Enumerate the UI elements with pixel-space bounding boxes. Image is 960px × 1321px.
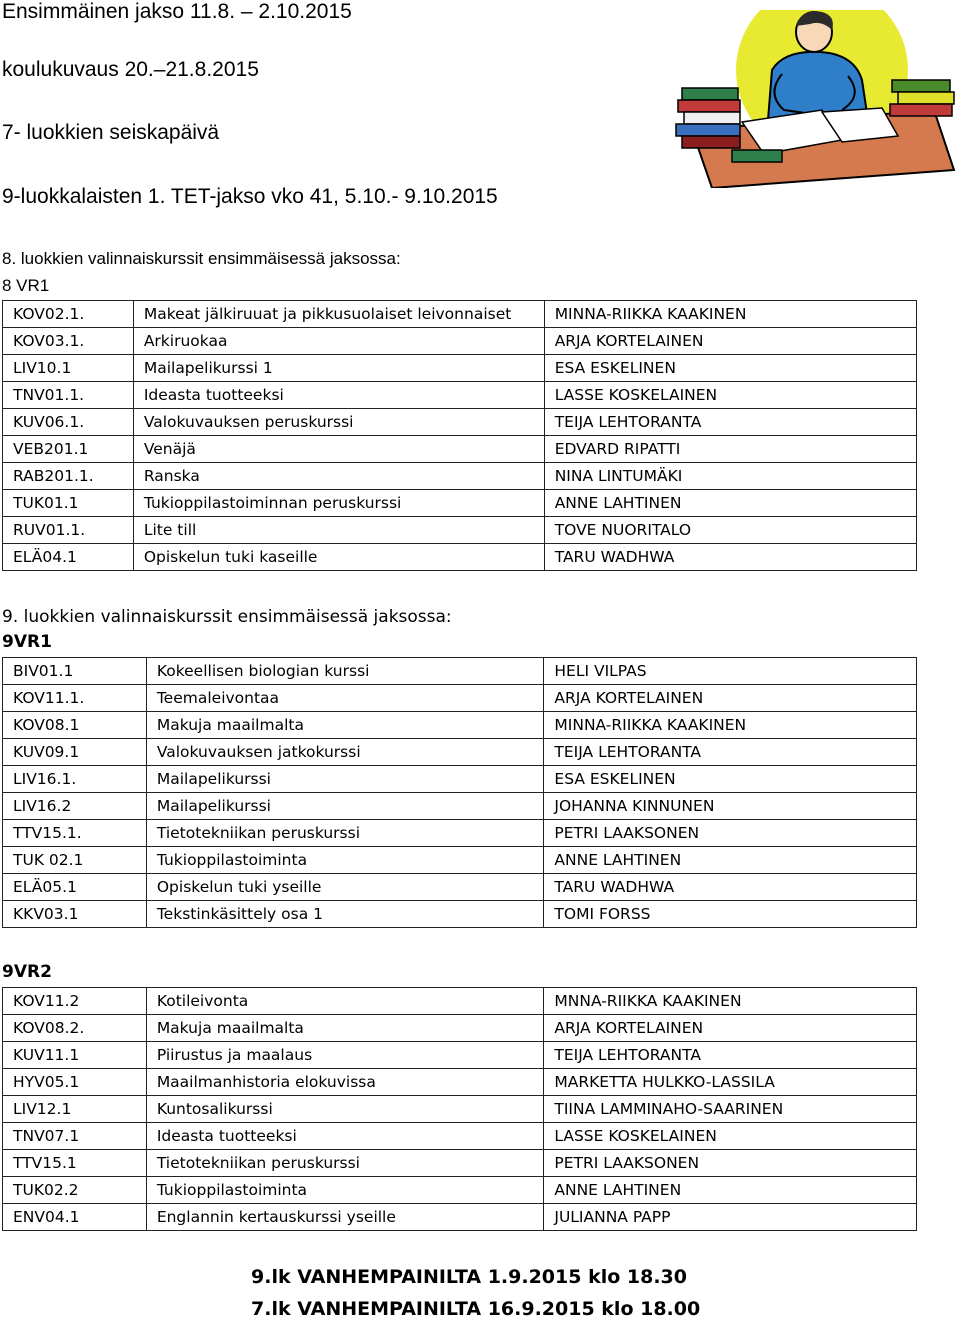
course-name-cell: Tietotekniikan peruskurssi — [146, 820, 544, 847]
section9-table-2 — [2, 987, 917, 1231]
course-name-cell: Venäjä — [133, 436, 544, 463]
course-name-cell: Tukioppilastoiminta — [146, 847, 544, 874]
course-name-cell: Piirustus ja maalaus — [146, 1042, 544, 1069]
course-name-cell: Tukioppilastoiminnan peruskurssi — [133, 490, 544, 517]
table-row — [3, 1177, 917, 1204]
table-row — [3, 409, 917, 436]
course-name-cell: Tietotekniikan peruskurssi — [146, 1150, 544, 1177]
course-name-cell: Teemaleivontaa — [146, 685, 544, 712]
course-code-cell: RAB201.1. — [3, 463, 134, 490]
footer-line-1: 9.lk VANHEMPAINILTA 1.9.2015 klo 18.30 — [251, 1266, 687, 1288]
course-code-cell: KUV09.1 — [3, 739, 147, 766]
course-code-cell: KOV11.2 — [3, 988, 147, 1015]
course-code-cell: KOV08.1 — [3, 712, 147, 739]
section9-table-1-body — [3, 658, 917, 928]
teacher-cell: TEIJA LEHTORANTA — [544, 1042, 917, 1069]
course-name-cell: Tukioppilastoiminta — [146, 1177, 544, 1204]
course-code-cell: TTV15.1. — [3, 820, 147, 847]
teacher-cell: ANNE LAHTINEN — [544, 490, 916, 517]
course-name-cell: Ideasta tuotteeksi — [146, 1123, 544, 1150]
teacher-cell: MARKETTA HULKKO-LASSILA — [544, 1069, 917, 1096]
book-white — [684, 112, 740, 124]
course-code-cell: BIV01.1 — [3, 658, 147, 685]
table-row — [3, 793, 917, 820]
course-code-cell: KOV11.1. — [3, 685, 147, 712]
course-name-cell: Valokuvauksen jatkokurssi — [146, 739, 544, 766]
course-code-cell: HYV05.1 — [3, 1069, 147, 1096]
course-name-cell: Opiskelun tuki yseille — [146, 874, 544, 901]
table-row — [3, 712, 917, 739]
course-code-cell: VEB201.1 — [3, 436, 134, 463]
course-name-cell: Englannin kertauskurssi yseille — [146, 1204, 544, 1231]
section8-group-label: 8 VR1 — [2, 276, 50, 295]
footer-line-2: 7.lk VANHEMPAINILTA 16.9.2015 klo 18.00 — [251, 1298, 701, 1320]
course-code-cell: LIV10.1 — [3, 355, 134, 382]
course-name-cell: Mailapelikurssi — [146, 793, 544, 820]
teacher-cell: TOVE NUORITALO — [544, 517, 916, 544]
teacher-cell: HELI VILPAS — [544, 658, 917, 685]
course-code-cell: KKV03.1 — [3, 901, 147, 928]
section9-group1-label: 9VR1 — [2, 632, 52, 652]
course-code-cell: LIV12.1 — [3, 1096, 147, 1123]
teacher-cell: JULIANNA PAPP — [544, 1204, 917, 1231]
course-code-cell: KUV06.1. — [3, 409, 134, 436]
teacher-cell: PETRI LAAKSONEN — [544, 820, 917, 847]
table-row — [3, 901, 917, 928]
table-row — [3, 658, 917, 685]
table-row — [3, 847, 917, 874]
teacher-cell: ARJA KORTELAINEN — [544, 685, 917, 712]
course-name-cell: Arkiruokaa — [133, 328, 544, 355]
book-right-yellow — [898, 92, 954, 104]
section9-table-2-body — [3, 988, 917, 1231]
course-name-cell: Makuja maailmalta — [146, 1015, 544, 1042]
header-line-2: koulukuvaus 20.–21.8.2015 — [2, 58, 259, 81]
teacher-cell: TEIJA LEHTORANTA — [544, 409, 916, 436]
teacher-cell: NINA LINTUMÄKI — [544, 463, 916, 490]
teacher-cell: TOMI FORSS — [544, 901, 917, 928]
course-code-cell: ENV04.1 — [3, 1204, 147, 1231]
course-name-cell: Kuntosalikurssi — [146, 1096, 544, 1123]
book-red — [678, 100, 740, 112]
course-code-cell: TUK02.2 — [3, 1177, 147, 1204]
book-darkred — [682, 136, 740, 148]
book-blue — [676, 124, 740, 136]
section9-group2-label: 9VR2 — [2, 962, 52, 982]
teacher-cell: EDVARD RIPATTI — [544, 436, 916, 463]
course-code-cell: LIV16.2 — [3, 793, 147, 820]
teacher-cell: TEIJA LEHTORANTA — [544, 739, 917, 766]
teacher-cell: MNNA-RIIKKA KAAKINEN — [544, 988, 917, 1015]
course-name-cell: Makuja maailmalta — [146, 712, 544, 739]
course-code-cell: KOV03.1. — [3, 328, 134, 355]
table-row — [3, 1069, 917, 1096]
course-name-cell: Mailapelikurssi 1 — [133, 355, 544, 382]
section8-title: 8. luokkien valinnaiskurssit ensimmäisessä jaksossa: — [2, 249, 401, 268]
teacher-cell: LASSE KOSKELAINEN — [544, 1123, 917, 1150]
course-name-cell: Kokeellisen biologian kurssi — [146, 658, 544, 685]
table-row — [3, 355, 917, 382]
table-row — [3, 1204, 917, 1231]
teacher-cell: TIINA LAMMINAHO-SAARINEN — [544, 1096, 917, 1123]
course-name-cell: Lite till — [133, 517, 544, 544]
course-code-cell: KOV02.1. — [3, 301, 134, 328]
book-front — [732, 150, 782, 162]
table-row — [3, 328, 917, 355]
table-row — [3, 490, 917, 517]
course-code-cell: TUK 02.1 — [3, 847, 147, 874]
table-row — [3, 463, 917, 490]
teacher-cell: ARJA KORTELAINEN — [544, 1015, 917, 1042]
header-line-3: 7- luokkien seiskapäivä — [2, 121, 220, 144]
header-line-4: 9-luokkalaisten 1. TET-jakso vko 41, 5.10.- 9.10.2015 — [2, 185, 498, 208]
course-name-cell: Ideasta tuotteeksi — [133, 382, 544, 409]
table-row — [3, 874, 917, 901]
table-row — [3, 820, 917, 847]
course-name-cell: Makeat jälkiruuat ja pikkusuolaiset leivonnaiset — [133, 301, 544, 328]
teacher-cell: TARU WADHWA — [544, 544, 916, 571]
course-code-cell: ELÄ05.1 — [3, 874, 147, 901]
student-studying-icon — [672, 10, 960, 188]
section9-title: 9. luokkien valinnaiskurssit ensimmäisessä jaksossa: — [2, 607, 452, 627]
course-code-cell: RUV01.1. — [3, 517, 134, 544]
teacher-cell: ESA ESKELINEN — [544, 355, 916, 382]
header-line-1: Ensimmäinen jakso 11.8. – 2.10.2015 — [2, 0, 352, 23]
course-name-cell: Mailapelikurssi — [146, 766, 544, 793]
course-name-cell: Maailmanhistoria elokuvissa — [146, 1069, 544, 1096]
teacher-cell: ANNE LAHTINEN — [544, 1177, 917, 1204]
teacher-cell: MINNA-RIIKKA KAAKINEN — [544, 712, 917, 739]
course-code-cell: KOV08.2. — [3, 1015, 147, 1042]
course-code-cell: ELÄ04.1 — [3, 544, 134, 571]
teacher-cell: LASSE KOSKELAINEN — [544, 382, 916, 409]
book-green — [682, 88, 738, 100]
table-row — [3, 1096, 917, 1123]
table-row — [3, 1015, 917, 1042]
course-name-cell: Valokuvauksen peruskurssi — [133, 409, 544, 436]
table-row — [3, 739, 917, 766]
table-row — [3, 1042, 917, 1069]
teacher-cell: PETRI LAAKSONEN — [544, 1150, 917, 1177]
teacher-cell: ESA ESKELINEN — [544, 766, 917, 793]
table-row — [3, 517, 917, 544]
section8-table — [2, 300, 917, 571]
course-name-cell: Tekstinkäsittely osa 1 — [146, 901, 544, 928]
table-row — [3, 988, 917, 1015]
course-name-cell: Ranska — [133, 463, 544, 490]
section8-table-body — [3, 301, 917, 571]
table-row — [3, 1123, 917, 1150]
course-name-cell: Kotileivonta — [146, 988, 544, 1015]
table-row — [3, 382, 917, 409]
table-row — [3, 1150, 917, 1177]
table-row — [3, 301, 917, 328]
table-row — [3, 436, 917, 463]
teacher-cell: JOHANNA KINNUNEN — [544, 793, 917, 820]
course-name-cell: Opiskelun tuki kaseille — [133, 544, 544, 571]
book-right-green — [892, 80, 950, 92]
teacher-cell: MINNA-RIIKKA KAAKINEN — [544, 301, 916, 328]
course-code-cell: TUK01.1 — [3, 490, 134, 517]
course-code-cell: TTV15.1 — [3, 1150, 147, 1177]
table-row — [3, 766, 917, 793]
table-row — [3, 544, 917, 571]
table-row — [3, 685, 917, 712]
course-code-cell: KUV11.1 — [3, 1042, 147, 1069]
teacher-cell: ANNE LAHTINEN — [544, 847, 917, 874]
course-code-cell: TNV07.1 — [3, 1123, 147, 1150]
book-right-red — [890, 104, 952, 116]
teacher-cell: ARJA KORTELAINEN — [544, 328, 916, 355]
section9-table-1 — [2, 657, 917, 928]
course-code-cell: TNV01.1. — [3, 382, 134, 409]
course-code-cell: LIV16.1. — [3, 766, 147, 793]
teacher-cell: TARU WADHWA — [544, 874, 917, 901]
